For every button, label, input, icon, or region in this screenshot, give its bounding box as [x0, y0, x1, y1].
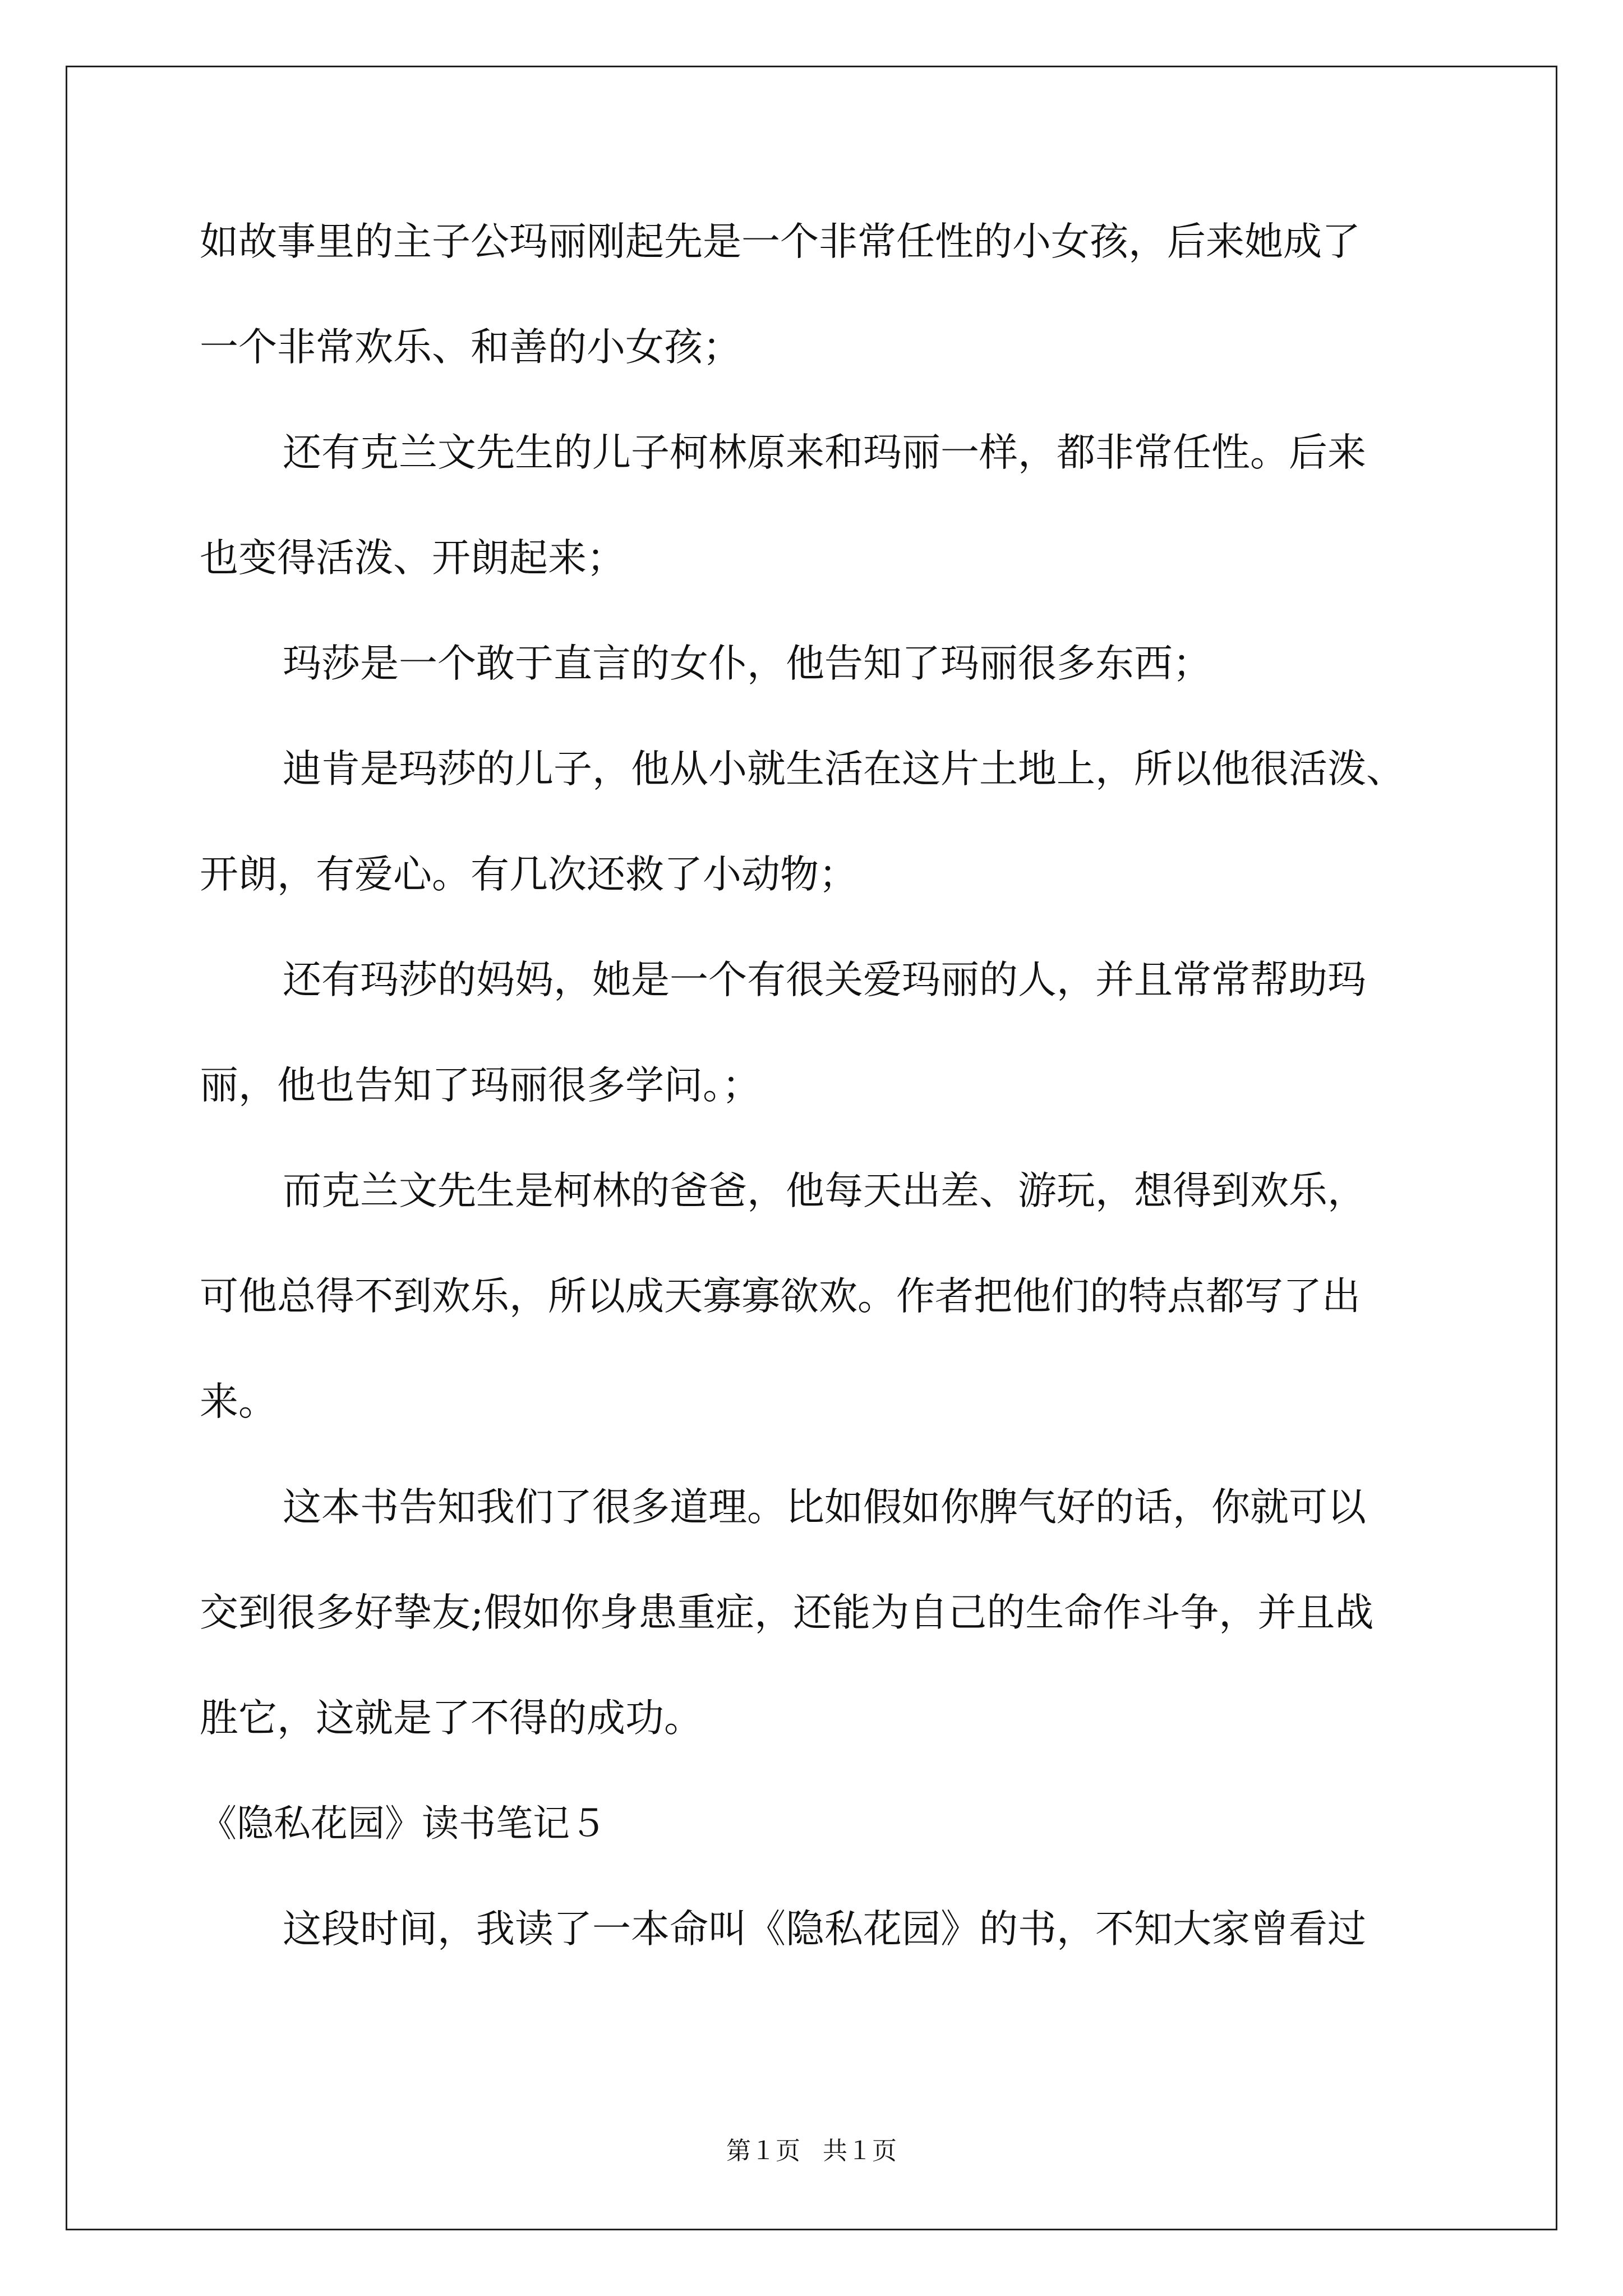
- text-line: 可他总得不到欢乐，所以成天寡寡欲欢。作者把他们的特点都写了出: [200, 1274, 1361, 1319]
- page-number: 第１页: [726, 2137, 800, 2165]
- paragraph: [200, 1481, 1501, 1745]
- text-line: 开朗，有爱心。有几次还救了小动物；: [200, 852, 857, 897]
- paragraph: [200, 215, 1501, 374]
- section-heading: 《隐私花园》读书笔记５: [200, 1802, 607, 1845]
- section-heading-block: [200, 1797, 1501, 1850]
- page-total: 共１页: [823, 2137, 897, 2165]
- text-line: 这本书告知我们了很多道理。比如假如你脾气好的话，你就可以: [283, 1485, 1366, 1530]
- paragraph: [200, 1165, 1501, 1428]
- paragraph: [200, 743, 1501, 901]
- text-line: 如故事里的主子公玛丽刚起先是一个非常任性的小女孩，后来她成了: [200, 219, 1361, 264]
- text-line: 这段时间，我读了一本命叫《隐私花园》的书，不知大家曾看过: [283, 1907, 1366, 1952]
- text-line: 迪肯是玛莎的儿子，他从小就生活在这片土地上，所以他很活泼、: [283, 747, 1405, 792]
- text-line: 也变得活泼、开朗起来；: [200, 536, 625, 581]
- page-footer: [0, 2134, 1623, 2168]
- paragraph: [200, 426, 1501, 585]
- text-line: 来。: [200, 1379, 277, 1424]
- text-line: 玛莎是一个敢于直言的女仆，他告知了玛丽很多东西；: [283, 641, 1211, 686]
- paragraph: [200, 954, 1501, 1112]
- paragraph: [200, 637, 1501, 690]
- text-line: 丽，他也告知了玛丽很多学问。；: [200, 1063, 761, 1108]
- text-line: 而克兰文先生是柯林的爸爸，他每天出差、游玩，想得到欢乐，: [283, 1168, 1366, 1213]
- text-line: 还有玛莎的妈妈，她是一个有很关爱玛丽的人，并且常常帮助玛: [283, 958, 1366, 1002]
- text-line: 还有克兰文先生的儿子柯林原来和玛丽一样，都非常任性。后来: [283, 430, 1366, 475]
- document-body: [200, 215, 1501, 1955]
- paragraph: [200, 1903, 1501, 1955]
- text-line: 一个非常欢乐、和善的小女孩；: [200, 325, 741, 370]
- text-line: 交到很多好挚友;假如你身患重症，还能为自己的生命作斗争，并且战: [200, 1590, 1374, 1635]
- text-line: 胜它，这就是了不得的成功。: [200, 1696, 703, 1741]
